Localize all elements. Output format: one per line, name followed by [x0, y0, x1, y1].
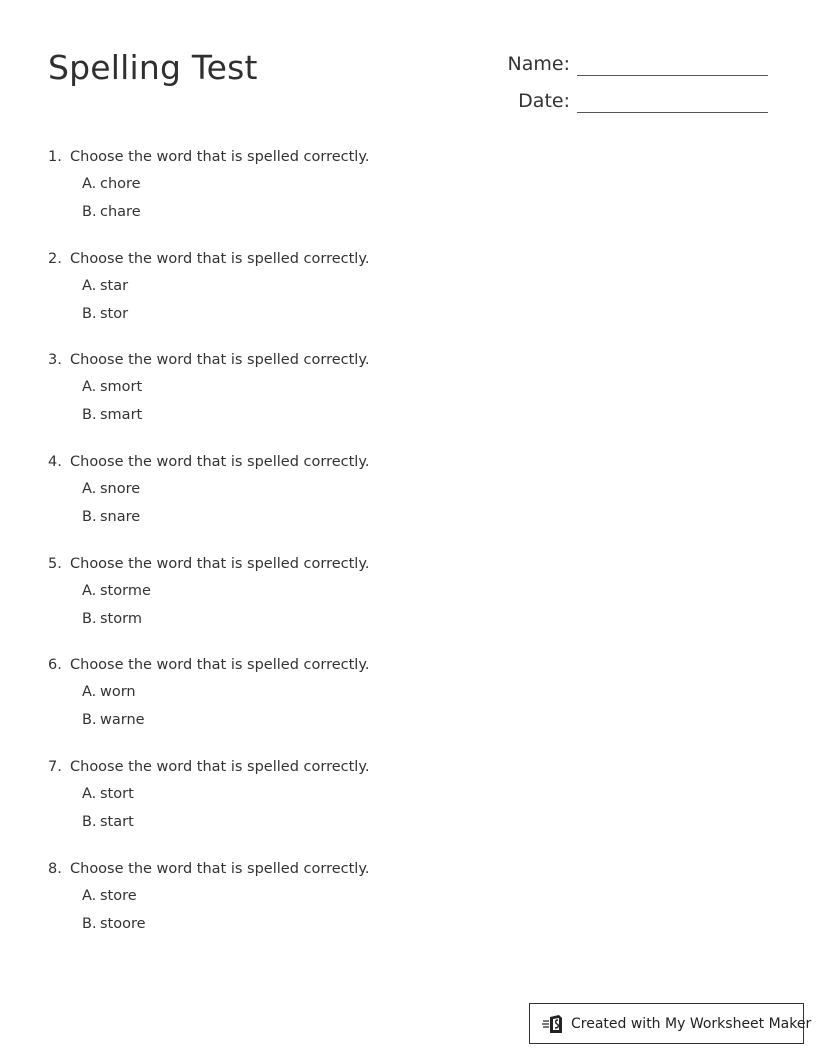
question-list: [48, 144, 548, 958]
option-letter: B.: [82, 509, 97, 526]
option-b[interactable]: [82, 606, 142, 632]
option-letter: A.: [82, 176, 97, 192]
option-a[interactable]: [82, 578, 151, 604]
question-prompt: [48, 856, 369, 882]
option-letter: B.: [82, 407, 97, 424]
option-b[interactable]: [82, 504, 140, 530]
option-letter: B.: [82, 204, 97, 220]
question-2: [48, 246, 548, 348]
option-text: smart: [100, 407, 143, 424]
question-number: 1.: [48, 149, 62, 165]
question-8: [48, 856, 548, 958]
option-text: snare: [100, 509, 141, 526]
option-letter: A.: [82, 887, 97, 904]
option-letter: B.: [82, 915, 97, 932]
option-letter: B.: [82, 610, 97, 627]
option-a[interactable]: [82, 781, 134, 807]
option-a[interactable]: [82, 476, 140, 502]
option-letter: B.: [82, 814, 97, 831]
question-1: [48, 144, 548, 246]
option-text: star: [100, 277, 129, 294]
option-text: warne: [100, 712, 145, 729]
question-text: Choose the word that is spelled correctly.: [70, 657, 370, 674]
option-text: storme: [100, 582, 151, 599]
question-number: 6.: [48, 657, 62, 674]
question-text: Choose the word that is spelled correctly.: [70, 250, 370, 267]
option-text: snore: [100, 481, 141, 498]
question-6: [48, 652, 548, 754]
option-text: stort: [100, 786, 134, 803]
question-number: 3.: [48, 352, 62, 369]
option-letter: A.: [82, 379, 97, 396]
page-title: Spelling Test: [48, 48, 258, 87]
question-5: [48, 551, 548, 653]
option-letter: A.: [82, 684, 97, 701]
question-text: Choose the word that is spelled correctly.: [70, 555, 370, 572]
option-b[interactable]: [82, 402, 142, 428]
question-number: 2.: [48, 250, 62, 267]
option-a[interactable]: [82, 883, 137, 909]
option-a[interactable]: [82, 273, 128, 299]
option-letter: B.: [82, 712, 97, 729]
option-a[interactable]: [82, 374, 142, 400]
question-number: 4.: [48, 454, 62, 471]
option-text: worn: [100, 684, 136, 701]
option-text: chore: [100, 176, 141, 192]
option-letter: A.: [82, 277, 97, 294]
credit-badge[interactable]: [529, 1003, 812, 1044]
option-text: start: [100, 814, 134, 831]
question-text: Choose the word that is spelled correctly.: [70, 860, 370, 877]
option-letter: A.: [82, 582, 97, 599]
option-letter: A.: [82, 786, 97, 803]
name-field[interactable]: [508, 50, 768, 78]
option-b[interactable]: [82, 199, 141, 225]
option-b[interactable]: [82, 911, 146, 937]
question-prompt: [48, 347, 369, 373]
question-prompt: [48, 652, 369, 678]
question-4: [48, 449, 548, 551]
date-label: Date:: [518, 90, 570, 112]
question-number: 8.: [48, 860, 62, 877]
option-b[interactable]: [82, 707, 145, 733]
option-letter: A.: [82, 481, 97, 498]
question-prompt: [48, 144, 369, 170]
question-prompt: [48, 551, 369, 577]
question-text: Choose the word that is spelled correctly.: [70, 759, 370, 776]
date-field[interactable]: [508, 87, 768, 115]
option-text: chare: [100, 204, 141, 220]
option-text: store: [100, 887, 137, 904]
question-text: Choose the word that is spelled correctly.: [70, 149, 370, 165]
question-text: Choose the word that is spelled correctly.: [70, 352, 370, 369]
worksheet-maker-logo-icon: [542, 1012, 566, 1036]
date-line[interactable]: [577, 112, 768, 113]
name-line[interactable]: [577, 75, 768, 76]
credit-text: Created with My Worksheet Maker: [571, 1015, 812, 1032]
question-prompt: [48, 754, 369, 780]
option-a[interactable]: [82, 171, 141, 197]
question-number: 5.: [48, 555, 62, 572]
question-text: Choose the word that is spelled correctly.: [70, 454, 370, 471]
option-text: smort: [100, 379, 143, 396]
option-text: stoore: [100, 915, 146, 932]
option-letter: B.: [82, 305, 97, 322]
option-b[interactable]: [82, 809, 134, 835]
question-3: [48, 347, 548, 449]
question-prompt: [48, 449, 369, 475]
name-label: Name:: [507, 53, 570, 75]
option-a[interactable]: [82, 679, 136, 705]
question-7: [48, 754, 548, 856]
option-b[interactable]: [82, 301, 128, 327]
question-prompt: [48, 246, 369, 272]
option-text: stor: [100, 305, 129, 322]
option-text: storm: [100, 610, 142, 627]
question-number: 7.: [48, 759, 62, 776]
